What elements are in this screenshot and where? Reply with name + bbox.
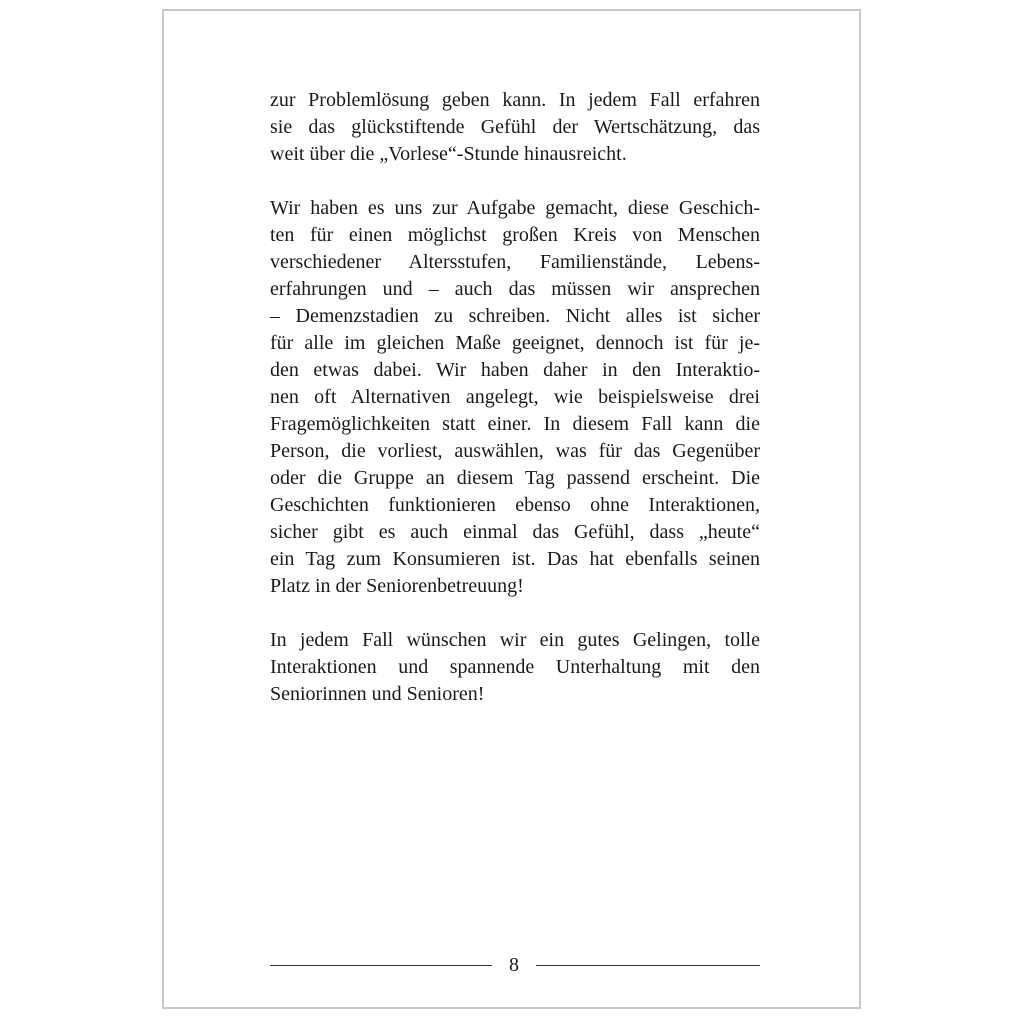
text-line: ein Tag zum Konsumieren ist. Das hat ebenfalls seinen [270, 548, 760, 570]
text-line: Person, die vorliest, auswählen, was für das Gegenüber [270, 440, 760, 462]
text-line: sicher gibt es auch einmal das Gefühl, dass „heute“ [270, 521, 760, 543]
book-page [162, 9, 861, 1009]
text-line: den etwas dabei. Wir haben daher in den Interaktio- [270, 359, 760, 381]
paragraph-1 [270, 87, 760, 168]
page-footer [270, 951, 760, 981]
text-line: ten für einen möglichst großen Kreis von Menschen [270, 224, 760, 246]
text-line: Platz in der Seniorenbetreuung! [270, 575, 524, 597]
text-line: weit über die „Vorlese“-Stunde hinausreicht. [270, 143, 627, 165]
body-text [270, 87, 760, 735]
footer-rule-right [536, 965, 760, 966]
text-line: Interaktionen und spannende Unterhaltung mit den [270, 656, 760, 678]
paragraph-3 [270, 627, 760, 708]
page-number: 8 [509, 954, 519, 976]
text-line: oder die Gruppe an diesem Tag passend erscheint. Die [270, 467, 760, 489]
text-line: nen oft Alternativen angelegt, wie beispielsweise drei [270, 386, 760, 408]
text-line: Seniorinnen und Senioren! [270, 683, 485, 705]
text-line: Fragemöglichkeiten statt einer. In diesem Fall kann die [270, 413, 760, 435]
text-line: für alle im gleichen Maße geeignet, dennoch ist für je- [270, 332, 760, 354]
text-line: In jedem Fall wünschen wir ein gutes Gelingen, tolle [270, 629, 760, 651]
text-line: sie das glückstiftende Gefühl der Wertschätzung, das [270, 116, 760, 138]
text-line: Wir haben es uns zur Aufgabe gemacht, diese Geschich- [270, 197, 760, 219]
text-line: erfahrungen und – auch das müssen wir ansprechen [270, 278, 760, 300]
text-line: Geschichten funktionieren ebenso ohne Interaktionen, [270, 494, 760, 516]
paragraph-2 [270, 195, 760, 600]
text-line: zur Problemlösung geben kann. In jedem Fall erfahren [270, 89, 760, 111]
footer-rule-left [270, 965, 492, 966]
text-line: verschiedener Altersstufen, Familienstände, Lebens- [270, 251, 760, 273]
text-line: – Demenzstadien zu schreiben. Nicht alles ist sicher [270, 305, 760, 327]
